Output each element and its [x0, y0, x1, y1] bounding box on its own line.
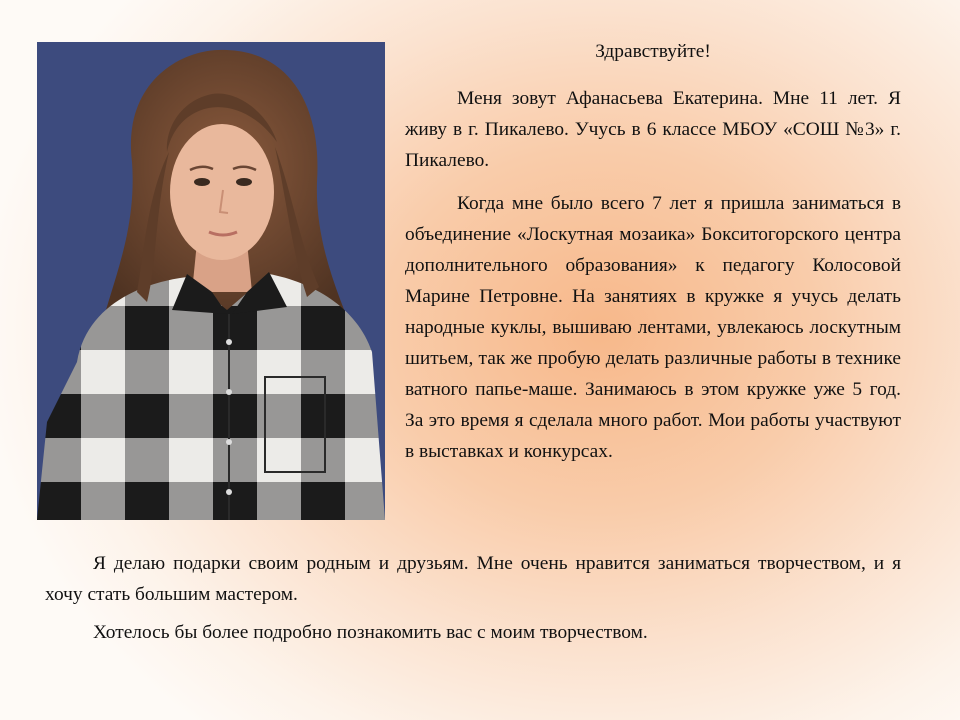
- paragraph-invitation: Хотелось бы более подробно познакомить вас с моим творчеством.: [93, 622, 648, 643]
- portrait-photo: [37, 42, 385, 520]
- paragraph-about-me: Меня зовут Афанасьева Екатерина. Мне 11 лет. Я живу в г. Пикалево. Учусь в 6 классе МБОУ «СОШ №3» г. Пикалево.: [405, 88, 901, 171]
- closing-text-block: [45, 548, 901, 655]
- greeting: Здравствуйте!: [595, 41, 711, 62]
- portrait-illustration: [37, 42, 385, 520]
- paragraph-hobby-group: Когда мне было всего 7 лет я пришла заниматься в объединение «Лоскутная мозаика» Бокситогорского центра дополнительного образования» к педагогу Колосовой Марине Петровне. На занятиях в кружке я учусь делать народные куклы, вышиваю лентами, увлекаюсь лоскутным шитьем, так же пробую делать различные работы в технике ватного папье-маше. Занимаюсь в этом кружке уже 5 год. За это время я сделала много работ. Мои работы участвуют в выставках и конкурсах.: [405, 193, 901, 462]
- paragraph-gifts: Я делаю подарки своим родным и друзьям. Мне очень нравится заниматься творчеством, и я хочу стать большим мастером.: [45, 553, 901, 605]
- intro-text-column: [405, 36, 901, 479]
